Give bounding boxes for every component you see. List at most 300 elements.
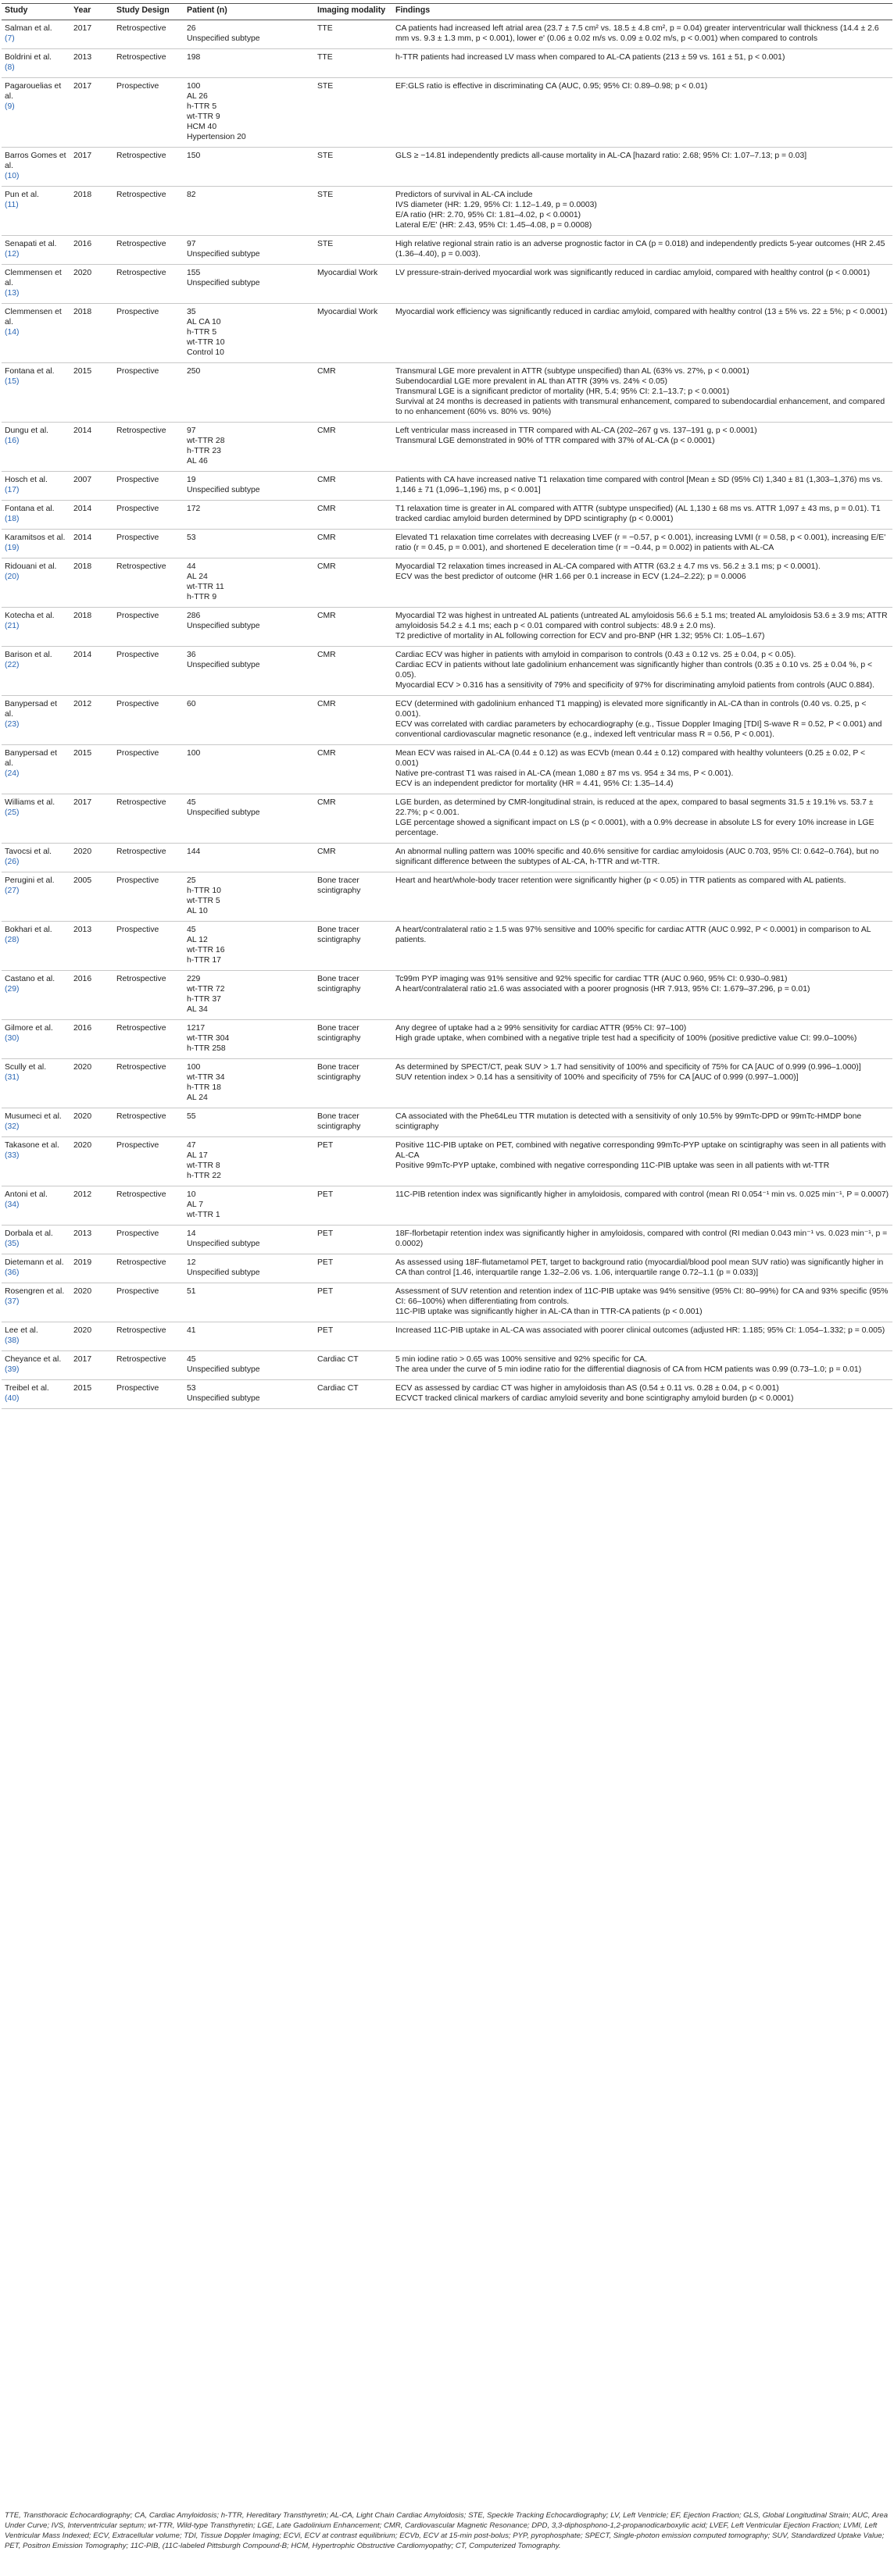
cell-study [2,1020,70,1059]
cell-findings [392,304,892,363]
cell-patient [184,20,314,49]
table-row [2,1283,892,1322]
cell-patient [184,1380,314,1409]
study-reference-link[interactable]: (39) [5,1365,20,1374]
finding-line: SUV retention index > 0.14 has a sensitivity of 100% and specificity of 75% for CA [AUC of 0.999 (0.997–1.000)] [395,1073,799,1082]
header-findings: Findings [392,4,892,20]
cell-imaging-modality: Bone tracer scintigraphy [314,1059,392,1108]
study-name: Bokhari et al. [5,926,52,934]
patient-line: 198 [187,53,201,62]
study-reference-link[interactable]: (34) [5,1201,20,1209]
patient-line: wt-TTR 9 [187,112,220,121]
study-reference-link[interactable]: (37) [5,1297,20,1306]
cell-findings [392,647,892,696]
cell-imaging-modality: CMR [314,472,392,501]
cell-year: 2020 [70,1283,113,1322]
patient-line: 144 [187,847,201,856]
study-reference-link[interactable]: (24) [5,769,20,778]
cell-year: 2015 [70,745,113,794]
study-name: Ridouani et al. [5,562,57,571]
study-reference-link[interactable]: (20) [5,573,20,581]
finding-line: 11C-PIB retention index was significantly higher in amyloidosis, compared with control (mean RI 0.054⁻¹ min vs. 0.025 min⁻¹, P = 0.0007) [395,1190,889,1199]
cell-study-design: Retrospective [113,1059,184,1108]
cell-imaging-modality: Cardiac CT [314,1351,392,1380]
finding-line: ECV (determined with gadolinium enhanced T1 mapping) is elevated more significantly in AL-CA than in controls (0.40 vs. 0.25, p < 0.001). [395,700,867,719]
cell-study [2,1351,70,1380]
cell-imaging-modality: PET [314,1254,392,1283]
cell-year: 2016 [70,1020,113,1059]
patient-line: AL 46 [187,457,208,466]
study-reference-link[interactable]: (27) [5,887,20,895]
cell-findings [392,1226,892,1254]
patient-line: Hypertension 20 [187,133,246,141]
table-row [2,1380,892,1409]
finding-line: Transmural LGE more prevalent in ATTR (subtype unspecified) than AL (63% vs. 27%, p < 0.0001) [395,367,749,376]
cell-year: 2018 [70,304,113,363]
study-name: Banypersad et al. [5,749,58,768]
study-name: Fontana et al. [5,367,55,376]
cell-findings [392,745,892,794]
cell-study-design: Retrospective [113,1108,184,1137]
patient-line: 100 [187,749,201,758]
table-row [2,1186,892,1226]
cell-year: 2020 [70,265,113,304]
table-row [2,1020,892,1059]
patient-line: HCM 40 [187,123,217,131]
study-reference-link[interactable]: (8) [5,63,15,72]
finding-line: Left ventricular mass increased in TTR compared with AL-CA (202–267 g vs. 137–191 g, p < 0.0001) [395,426,757,435]
cell-study [2,501,70,530]
cell-imaging-modality: Bone tracer scintigraphy [314,922,392,971]
study-reference-link[interactable]: (15) [5,377,20,386]
finding-line: h-TTR patients had increased LV mass when compared to AL-CA patients (213 ± 59 vs. 161 ± 51, p < 0.001) [395,53,785,62]
patient-line: AL 7 [187,1201,203,1209]
patient-line: Unspecified subtype [187,622,260,630]
study-reference-link[interactable]: (19) [5,544,20,552]
cell-imaging-modality: TTE [314,49,392,78]
table-row [2,1254,892,1283]
cell-imaging-modality: CMR [314,608,392,647]
study-reference-link[interactable]: (18) [5,515,20,523]
patient-line: Unspecified subtype [187,279,260,287]
patient-line: wt-TTR 16 [187,946,225,954]
table-row [2,148,892,187]
cell-patient [184,78,314,148]
header-imaging-modality: Imaging modality [314,4,392,20]
cell-imaging-modality: PET [314,1226,392,1254]
study-name: Barison et al. [5,651,52,659]
study-name: Lee et al. [5,1326,38,1335]
patient-line: AL CA 10 [187,318,221,326]
patient-line: wt-TTR 34 [187,1073,225,1082]
patient-line: 14 [187,1229,196,1238]
cell-patient [184,971,314,1020]
study-reference-link[interactable]: (30) [5,1034,20,1043]
cell-study-design: Prospective [113,608,184,647]
patient-line: 100 [187,1063,201,1072]
cell-imaging-modality: CMR [314,794,392,844]
study-reference-link[interactable]: (13) [5,289,20,298]
cell-patient [184,236,314,265]
patient-line: wt-TTR 304 [187,1034,230,1043]
study-name: Fontana et al. [5,505,55,513]
patient-line: 172 [187,505,201,513]
cell-imaging-modality: CMR [314,363,392,423]
finding-line: 18F-florbetapir retention index was significantly higher in amyloidosis, compared with control (RI median 0.043 min⁻¹ vs. 0.023 min⁻¹, p = 0.0002) [395,1229,888,1248]
cell-patient [184,1020,314,1059]
cell-findings [392,265,892,304]
cell-study [2,265,70,304]
cell-year: 2012 [70,696,113,745]
cell-findings [392,558,892,608]
cell-study [2,794,70,844]
study-reference-link[interactable]: (11) [5,201,19,209]
cell-patient [184,794,314,844]
cell-year: 2016 [70,971,113,1020]
cell-imaging-modality: Myocardial Work [314,265,392,304]
cell-study-design: Retrospective [113,1254,184,1283]
cell-findings [392,1322,892,1351]
patient-line: wt-TTR 28 [187,437,225,445]
study-name: Cheyance et al. [5,1355,62,1364]
patient-line: Unspecified subtype [187,486,260,494]
finding-line: Mean ECV was raised in AL-CA (0.44 ± 0.12) as was ECVb (mean 0.44 ± 0.12) compared with healthy volunteers (0.25 ± 0.02, P < 0.001) [395,749,866,768]
study-name: Pun et al. [5,191,39,199]
patient-line: wt-TTR 5 [187,897,220,905]
table-row [2,236,892,265]
cell-imaging-modality: PET [314,1322,392,1351]
finding-line: Patients with CA have increased native T1 relaxation time compared with control [Mean ± SD (95% CI) 1,340 ± 81 (1,303–1,376) ms vs. 1,146 ± 71 (1,096–1,196) ms, p < 0.001] [395,476,883,494]
patient-line: Unspecified subtype [187,34,260,43]
patient-line: h-TTR 23 [187,447,221,455]
cell-patient [184,1059,314,1108]
table-row [2,1226,892,1254]
cell-patient [184,922,314,971]
finding-line: An abnormal nulling pattern was 100% specific and 40.6% sensitive for cardiac amyloidosis (AUC 0.703, 95% CI: 0.642–0.764), but no significant difference between the subtypes of AL-CA, h-TTR and wt-TTR. [395,847,879,866]
cell-patient [184,745,314,794]
cell-year: 2020 [70,1059,113,1108]
patient-line: 45 [187,1355,196,1364]
study-name: Clemmensen et al. [5,308,62,326]
patient-line: 60 [187,700,196,708]
cell-study [2,608,70,647]
cell-study-design: Prospective [113,647,184,696]
patient-line: 97 [187,240,196,248]
study-reference-link[interactable]: (29) [5,985,20,994]
cell-imaging-modality: PET [314,1283,392,1322]
study-name: Banypersad et al. [5,700,58,719]
cell-year: 2005 [70,872,113,922]
study-reference-link[interactable]: (26) [5,858,20,866]
cell-imaging-modality: PET [314,1186,392,1226]
cell-patient [184,304,314,363]
cell-imaging-modality: CMR [314,530,392,558]
finding-line: A heart/contralateral ratio ≥1.6 was associated with a poorer prognosis (HR 7.913, 95% CI: 1.679–37.296, p = 0.01) [395,985,810,994]
cell-findings [392,971,892,1020]
cell-study-design: Prospective [113,922,184,971]
finding-line: ECV as assessed by cardiac CT was higher in amyloidosis than AS (0.54 ± 0.11 vs. 0.28 ± 0.04, p < 0.001) [395,1384,779,1393]
finding-line: Predictors of survival in AL-CA include [395,191,533,199]
cell-imaging-modality: CMR [314,423,392,472]
patient-line: 26 [187,24,196,33]
cell-study [2,530,70,558]
cell-year: 2013 [70,49,113,78]
table-row [2,794,892,844]
table-row [2,608,892,647]
table-row [2,78,892,148]
cell-study-design: Prospective [113,501,184,530]
patient-line: Unspecified subtype [187,1365,260,1374]
cell-findings [392,1254,892,1283]
study-reference-link[interactable]: (9) [5,102,15,111]
cell-study [2,1186,70,1226]
cell-study [2,236,70,265]
table-row [2,530,892,558]
study-reference-link[interactable]: (22) [5,661,20,669]
study-reference-link[interactable]: (33) [5,1151,20,1160]
table-row [2,844,892,872]
study-reference-link[interactable]: (14) [5,328,20,337]
cell-findings [392,1020,892,1059]
patient-line: AL 10 [187,907,208,915]
header-year: Year [70,4,113,20]
finding-line: Heart and heart/whole-body tracer retention were significantly higher (p < 0.05) in TTR patients as compared with AL patients. [395,876,846,885]
cell-study-design: Prospective [113,1380,184,1409]
cell-study-design: Prospective [113,530,184,558]
study-name: Musumeci et al. [5,1112,62,1121]
cell-patient [184,1322,314,1351]
finding-line: CA patients had increased left atrial area (23.7 ± 7.5 cm² vs. 18.5 ± 4.8 cm², p = 0.04) greater interventricular wall thickness (14.4 ± 2.6 mm vs. 9.3 ± 1.3 mm, p < 0.001), lower e' (0.06 ± 0.02 m/s vs. 0.09 ± 0.02 m/s, p < 0.001) when compared to controls [395,24,879,43]
cell-study [2,20,70,49]
table-row [2,696,892,745]
cell-patient [184,558,314,608]
cell-study [2,1226,70,1254]
cell-patient [184,1186,314,1226]
finding-line: Myocardial work efficiency was significantly reduced in cardiac amyloid, compared with healthy control (13 ± 5% vs. 22 ± 5%; p < 0.0001) [395,308,888,316]
cell-findings [392,187,892,236]
cell-study [2,1137,70,1186]
cell-year: 2013 [70,1226,113,1254]
cell-year: 2018 [70,187,113,236]
table-row [2,745,892,794]
study-reference-link[interactable]: (7) [5,34,15,43]
cell-study [2,745,70,794]
study-reference-link[interactable]: (38) [5,1336,20,1345]
study-reference-link[interactable]: (23) [5,720,20,729]
cell-year: 2014 [70,530,113,558]
study-reference-link[interactable]: (32) [5,1122,20,1131]
cell-patient [184,148,314,187]
finding-line: Survival at 24 months is decreased in patients with transmural enhancement, compared to subendocardial enhancement, and compared to no enhancement (60% vs. 80% vs. 90%) [395,398,885,416]
study-name: Scully et al. [5,1063,47,1072]
table-row [2,49,892,78]
patient-line: 155 [187,269,201,277]
study-name: Kotecha et al. [5,612,55,620]
cell-findings [392,922,892,971]
patient-line: 10 [187,1190,196,1199]
cell-findings [392,844,892,872]
patient-line: Unspecified subtype [187,1268,260,1277]
patient-line: h-TTR 9 [187,593,217,601]
table-row [2,647,892,696]
patient-line: 25 [187,876,196,885]
cell-imaging-modality: STE [314,148,392,187]
patient-line: Unspecified subtype [187,661,260,669]
cell-findings [392,530,892,558]
table-row [2,922,892,971]
study-reference-link[interactable]: (16) [5,437,20,445]
study-reference-link[interactable]: (31) [5,1073,20,1082]
patient-line: 19 [187,476,196,484]
patient-line: 150 [187,152,201,160]
patient-line: wt-TTR 8 [187,1161,220,1170]
finding-line: ECV was the best predictor of outcome (HR 1.66 per 0.1 increase in ECV (1.24–2.22); p = 0.0006 [395,573,746,581]
cell-patient [184,363,314,423]
cell-findings [392,1137,892,1186]
cell-patient [184,872,314,922]
finding-line: ECV is an independent predictor for mortality (HR = 4.41, 95% CI: 1.35–14.4) [395,780,674,788]
cell-study [2,872,70,922]
cell-findings [392,78,892,148]
cell-study-design: Retrospective [113,20,184,49]
finding-line: IVS diameter (HR: 1.29, 95% CI: 1.12–1.49, p = 0.0003) [395,201,597,209]
cell-patient [184,844,314,872]
patient-line: 55 [187,1112,196,1121]
cell-study [2,971,70,1020]
cell-study [2,1322,70,1351]
cell-patient [184,1108,314,1137]
study-reference-link[interactable]: (12) [5,250,20,259]
cell-findings [392,363,892,423]
cell-imaging-modality: CMR [314,558,392,608]
cell-year: 2014 [70,647,113,696]
cell-study [2,187,70,236]
header-study-design: Study Design [113,4,184,20]
abbreviations-footnote: TTE, Transthoracic Echocardiography; CA, Cardiac Amyloidosis; h-TTR, Hereditary Transthyretin; AL-CA, Light Chain Cardiac Amyloidosis; STE, Speckle Tracking Echocardiography; LV, Left Ventricle; EF, Ejection Fraction; GLS, Global Longitudinal Strain; AUC, Area Under Curve; IVS, Interventricular septum; wt-TTR, Wild-type Transthyretin; LGE, Late Gadolinium Enhancement; CMR, Cardiovascular Magnetic Resonance; DPD, 3,3-diphosphono-1,2-propanodicarboxylic acid; LVEF, Left Ventricular Ejection Fraction; LVMI, Left Ventricular Mass Indexed; ECV, Extracellular volume; TDI, Tissue Doppler Imaging; ECVi, ECV at contrast equilibrium; ECVb, ECV at 15-min post-bolus; PYP, pyrophosphate; SPECT, Single-photon emission computed tomography; SUV, Standardized Uptake Value; PET, Positron Emission Tomography; 11C-PIB, (11C-labeled Pittsburgh Compound-B; HCM, Hypertrophic Obstructive Cardiomyopathy; CT, Computerized Tomography. [5,2511,889,2550]
table-row [2,558,892,608]
cell-year: 2015 [70,363,113,423]
finding-line: EF:GLS ratio is effective in discriminating CA (AUC, 0.95; 95% CI: 0.89–0.98; p < 0.01) [395,82,708,91]
patient-line: h-TTR 10 [187,887,221,895]
patient-line: AL 24 [187,573,208,581]
patient-line: AL 34 [187,1005,208,1014]
patient-line: 1217 [187,1024,206,1033]
cell-study-design: Retrospective [113,844,184,872]
cell-patient [184,265,314,304]
cell-patient [184,1283,314,1322]
study-name: Gilmore et al. [5,1024,53,1033]
header-row [2,4,892,20]
cell-findings [392,423,892,472]
cell-findings [392,49,892,78]
cell-patient [184,1226,314,1254]
cell-study [2,922,70,971]
cell-study-design: Prospective [113,363,184,423]
table-row [2,1137,892,1186]
table-row [2,971,892,1020]
study-reference-link[interactable]: (35) [5,1240,20,1248]
cell-patient [184,1137,314,1186]
study-name: Takasone et al. [5,1141,59,1150]
cell-study [2,304,70,363]
study-reference-link[interactable]: (25) [5,808,20,817]
study-reference-link[interactable]: (28) [5,936,20,944]
finding-line: As determined by SPECT/CT, peak SUV > 1.7 had sensitivity of 100% and specificity of 75% for CA [AUC of 0.999 (0.996–1.000)] [395,1063,861,1072]
finding-line: 11C-PIB uptake was significantly higher in AL-CA than in TTR-CA patients (p < 0.001) [395,1308,703,1316]
finding-line: CA associated with the Phe64Leu TTR mutation is detected with a sensitivity of only 10.5% by 99mTc-DPD or 99mTc-HMDP bone scintigraphy [395,1112,862,1131]
cell-imaging-modality: PET [314,1137,392,1186]
patient-line: AL 24 [187,1094,208,1102]
cell-study-design: Retrospective [113,558,184,608]
study-reference-link[interactable]: (36) [5,1268,20,1277]
study-name: Pagarouelias et al. [5,82,62,101]
patient-line: 36 [187,651,196,659]
cell-findings [392,1283,892,1322]
patient-line: 47 [187,1141,196,1150]
table-row [2,363,892,423]
study-name: Salman et al. [5,24,52,33]
patient-line: Control 10 [187,348,224,357]
cell-study-design: Prospective [113,472,184,501]
finding-line: T2 predictive of mortality in AL following correction for ECV and pro-BNP (HR 1.32; 95% CI: 1.05–1.67) [395,632,765,640]
study-reference-link[interactable]: (21) [5,622,20,630]
cell-study [2,696,70,745]
cell-year: 2013 [70,922,113,971]
study-reference-link[interactable]: (17) [5,486,20,494]
patient-line: AL 17 [187,1151,208,1160]
header-patient: Patient (n) [184,4,314,20]
cell-study [2,423,70,472]
finding-line: High relative regional strain ratio is an adverse prognostic factor in CA (p = 0.018) and independently predicts 5-year outcomes (HR 2.45 (1.36–4.40), p = 0.003). [395,240,885,259]
cell-study-design: Prospective [113,872,184,922]
cell-study-design: Prospective [113,696,184,745]
cell-findings [392,1108,892,1137]
cell-year: 2017 [70,1351,113,1380]
finding-line: Any degree of uptake had a ≥ 99% sensitivity for cardiac ATTR (95% CI: 97–100) [395,1024,687,1033]
patient-line: 45 [187,798,196,807]
study-reference-link[interactable]: (40) [5,1394,20,1403]
cell-findings [392,1380,892,1409]
cell-imaging-modality: Bone tracer scintigraphy [314,1108,392,1137]
header-study: Study [2,4,70,20]
table-header [2,4,892,20]
finding-line: E/A ratio (HR: 2.70, 95% CI: 1.81–4.02, p < 0.0001) [395,211,581,219]
patient-line: Unspecified subtype [187,250,260,259]
finding-line: Cardiac ECV was higher in patients with amyloid in comparison to controls (0.43 ± 0.12 vs. 25 ± 0.04, p < 0.05). [395,651,796,659]
finding-line: Tc99m PYP imaging was 91% sensitive and 92% specific for cardiac TTR (AUC 0.960, 95% CI: 0.930–0.981) [395,975,788,983]
study-name: Dorbala et al. [5,1229,53,1238]
study-name: Dungu et al. [5,426,49,435]
cell-study-design: Prospective [113,1226,184,1254]
table-row [2,472,892,501]
cell-study [2,1380,70,1409]
study-name: Karamitsos et al. [5,533,66,542]
study-reference-link[interactable]: (10) [5,172,20,180]
patient-line: h-TTR 17 [187,956,221,965]
patient-line: 41 [187,1326,196,1335]
cell-patient [184,530,314,558]
table-row [2,1351,892,1380]
cell-findings [392,1351,892,1380]
cell-findings [392,1186,892,1226]
cell-patient [184,696,314,745]
finding-line: LGE burden, as determined by CMR-longitudinal strain, is reduced at the apex, compared to basal segments 31.5 ± 19.1% vs. 53.7 ± 22.7%; p < 0.001. [395,798,874,817]
cell-imaging-modality: CMR [314,844,392,872]
table-row [2,423,892,472]
cell-imaging-modality: CMR [314,745,392,794]
table-row [2,872,892,922]
cell-study-design: Retrospective [113,49,184,78]
